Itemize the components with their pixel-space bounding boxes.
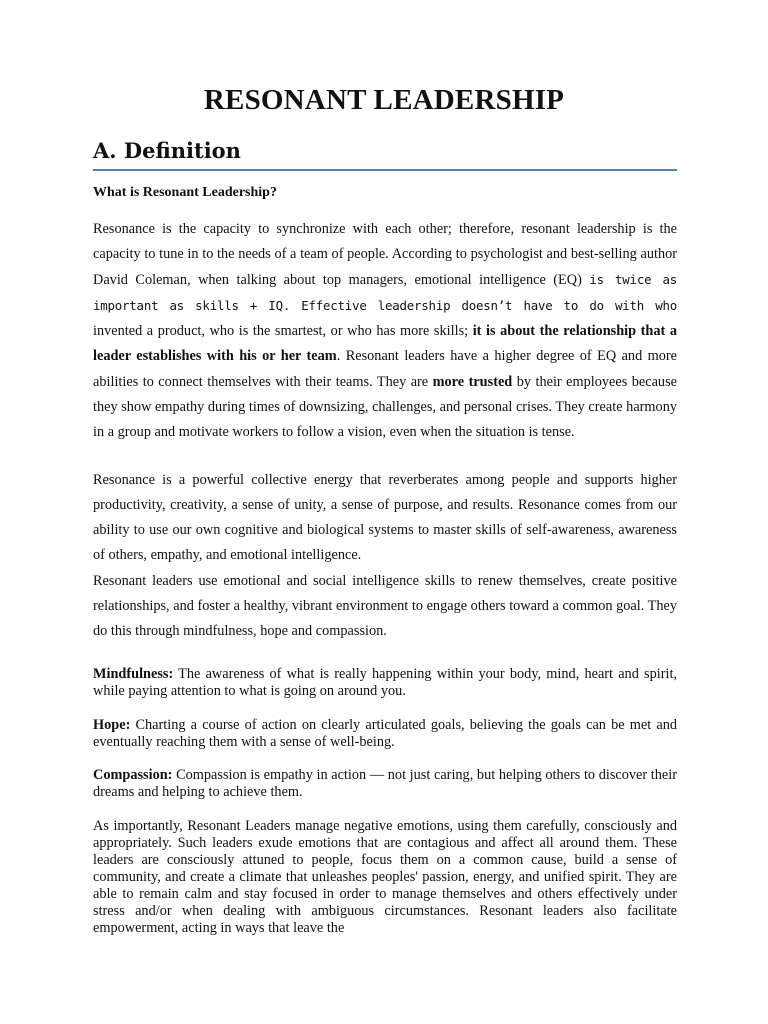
paragraph-text: invented a product, who is the smartest, or who has more skills; — [93, 323, 473, 340]
paragraph-resonance: Resonance is a powerful collective energy that reverberates among people and supports higher productivity, creativity, a sense of unity, a sense of purpose, and results. Resonance comes from our ability to use our own cognitive and biological systems to master skills of self-awareness, awareness of others, empathy, and emotional intelligence. — [93, 472, 677, 564]
hope-label: Hope: — [93, 717, 131, 733]
mindfulness-paragraph — [93, 666, 677, 700]
paragraph-negative-emotions: As importantly, Resonant Leaders manage negative emotions, using them carefully, consciously and appropriately. Such leaders exude emotions that are contagious and affect all around them. These leaders are consciously attuned to people, focus them on a common cause, build a sense of community, and create a climate that unleashes peoples' passion, energy, and unified spirit. They are able to remain calm and stay focused in order to manage themselves and others effectively under stress and/or when dealing with ambiguous circumstances. Resonant leaders also facilitate empowerment, acting in ways that leave the — [93, 818, 677, 936]
paragraph-text: by their employees because they show empathy during times of downsizing, challenges, and personal crises. They create harmony in a group and motivate workers to follow a vision, even when the situation is tense. — [93, 373, 677, 440]
compassion-label: Compassion: — [93, 767, 173, 783]
hope-text: Charting a course of action on clearly articulated goals, believing the goals can be met and eventually reaching them with a sense of well-being. — [93, 717, 677, 750]
hope-paragraph — [93, 717, 677, 751]
compassion-text: Compassion is empathy in action — not just caring, but helping others to discover their dreams and helping to achieve them. — [93, 767, 677, 800]
paragraph-text: . Resonant leaders have a higher degree of EQ and more abilities to connect themselves with their teams. They are — [93, 348, 677, 390]
paragraph-resonant-leaders: Resonant leaders use emotional and social intelligence skills to renew themselves, create positive relationships, and foster a healthy, vibrant environment to engage others toward a common goal. They do this through mindfulness, hope and compassion. — [93, 573, 677, 640]
mindfulness-label: Mindfulness: — [93, 666, 174, 682]
subheading: What is Resonant Leadership? — [93, 185, 277, 200]
mindfulness-text: The awareness of what is really happening within your body, mind, heart and spirit, while paying attention to what is going on around you. — [93, 666, 677, 699]
paragraph-definition — [93, 217, 677, 445]
page-title: RESONANT LEADERSHIP — [203, 84, 565, 116]
paragraph-text-alt-font: is twice as important as skills + IQ. Effective leadership doesn’t have to do with who — [93, 272, 678, 314]
emphasis-relationship: it is about the relationship that a leader establishes with his or her team — [93, 323, 678, 365]
emphasis-more-trusted: more trusted — [432, 373, 513, 390]
paragraph-text: Resonance is the capacity to synchronize with each other; therefore, resonant leadership is the capacity to tune in to the needs of a team of people. According to psychologist and best-selling author David Coleman, when talking about top managers, emotional intelligence (EQ) — [93, 221, 677, 289]
compassion-paragraph — [93, 767, 677, 801]
section-heading: A. Definition — [93, 138, 677, 171]
